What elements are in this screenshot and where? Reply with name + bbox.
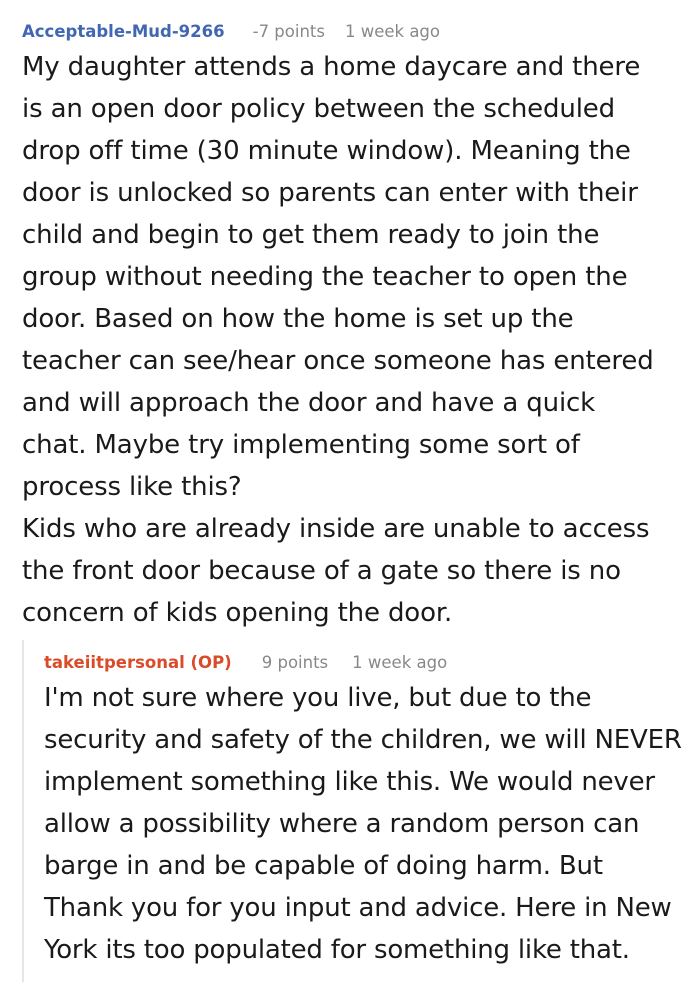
comment-paragraph: My daughter attends a home daycare and there is an open door policy between the scheduled drop off time (30 minute window). Meaning the door is unlocked so parents can enter with their child and begin to get them ready to join the group without needing the teacher to open the door. Based on how the home is set up the teacher can see/hear once someone has entered and will approach the door and have a quick chat. Maybe try implementing some sort of process like this?: [22, 52, 654, 502]
comment-body: [22, 46, 696, 634]
reply-body: [44, 677, 696, 971]
reply-author[interactable]: takeiitpersonal (OP): [44, 653, 232, 672]
comment-paragraph: Kids who are already inside are unable to access the front door because of a gate so there is no concern of kids opening the door.: [22, 514, 650, 628]
reply-time: 1 week ago: [352, 653, 448, 672]
comment-meta: [22, 18, 696, 46]
comment: [22, 18, 696, 634]
reply-meta: [44, 649, 696, 677]
reply-comment: [22, 640, 696, 982]
reply-points: 9 points: [261, 653, 329, 672]
comment-time: 1 week ago: [344, 22, 441, 41]
reply-paragraph: I'm not sure where you live, but due to the security and safety of the children, we will NEVER implement something like this. We would never allow a possibility where a random person can barge in and be capable of doing harm. But Thank you for you input and advice. Here in New York its too populated for something like that.: [44, 683, 682, 965]
comment-points: -7 points: [252, 22, 325, 41]
comment-author[interactable]: Acceptable-Mud-9266: [22, 22, 225, 41]
